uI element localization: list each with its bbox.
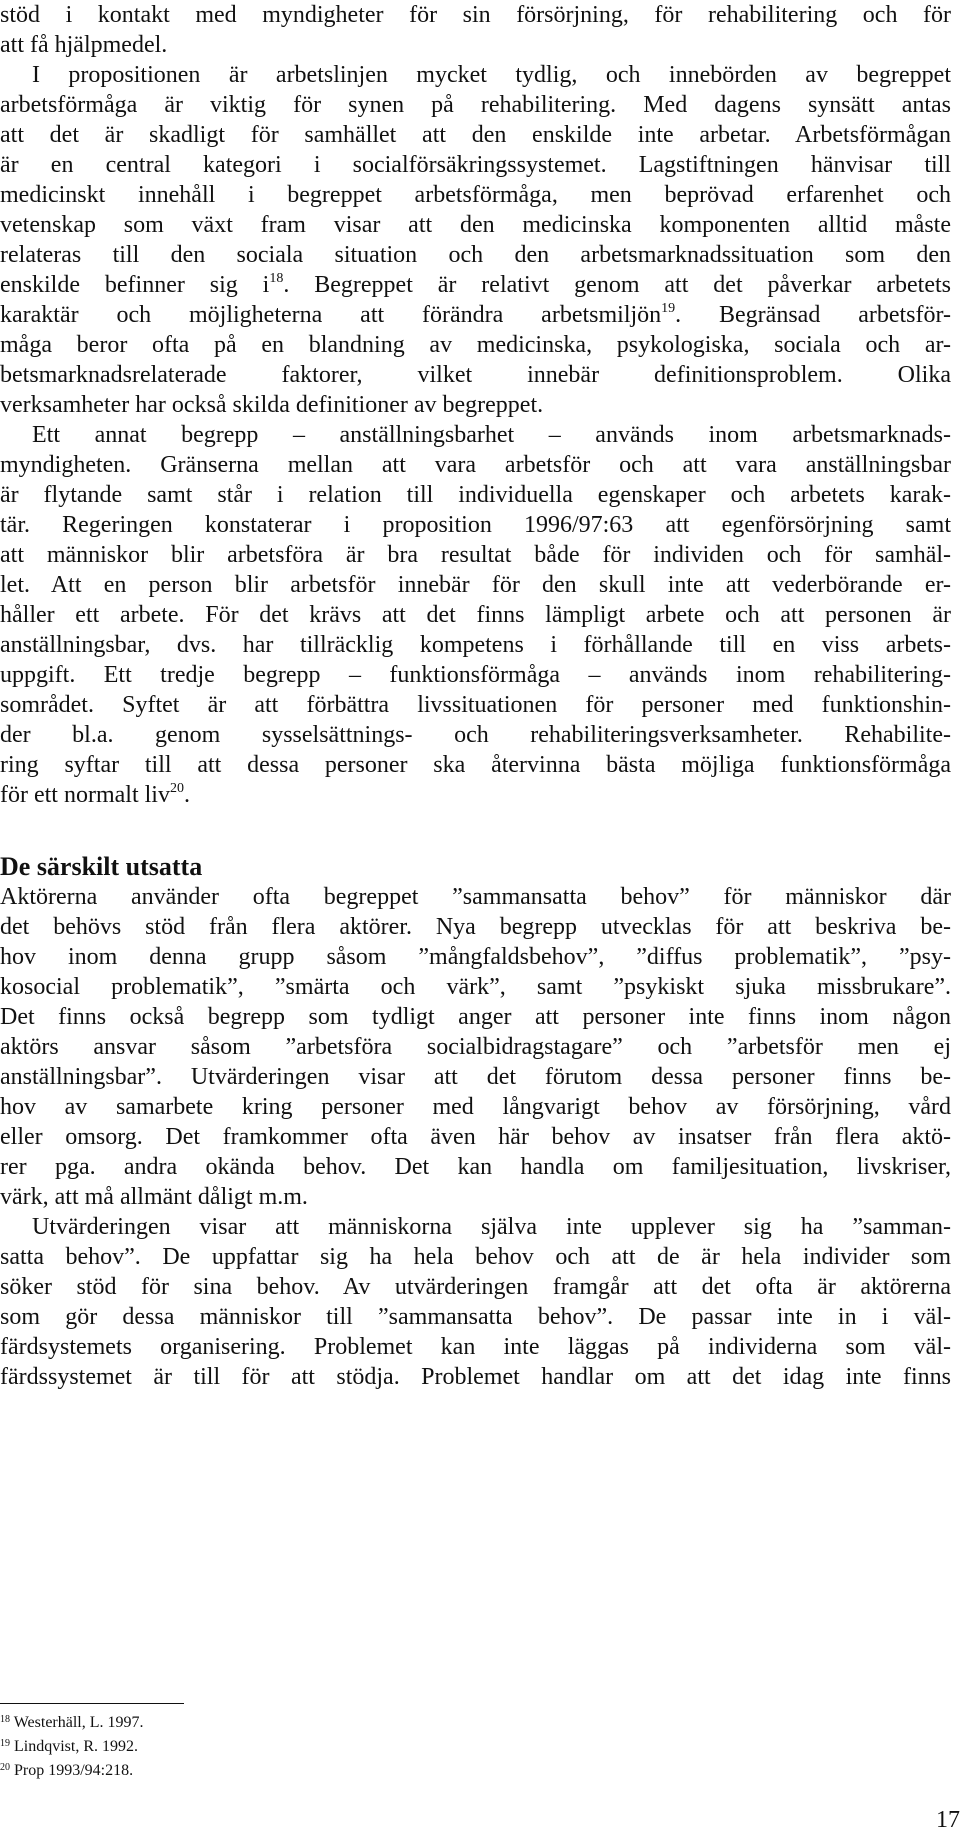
text-line: Utvärderingen visar att människorna själva inte upplever sig ha ”samman- bbox=[32, 1214, 951, 1240]
text-line: håller ett arbete. För det krävs att det finns lämpligt arbete och att personen är bbox=[0, 602, 951, 628]
footnote-ref: 19 bbox=[661, 301, 676, 316]
footnote-separator bbox=[0, 1703, 184, 1704]
text-line: myndigheten. Gränserna mellan att vara arbetsför och att vara anställningsbar bbox=[0, 452, 951, 478]
footnote-text: Westerhäll, L. 1997. bbox=[13, 1714, 144, 1731]
text-line: färdssystemet är till för att stödja. Problemet handlar om att det idag inte finns bbox=[0, 1364, 951, 1390]
text-line: eller omsorg. Det framkommer ofta även här behov av insatser från flera aktö- bbox=[0, 1124, 951, 1150]
text-line: ring syftar till att dessa personer ska återvinna bästa möjliga funktionsförmåga bbox=[0, 752, 951, 778]
text-line: söker stöd för sina behov. Av utvärderingen framgår att det ofta är aktörerna bbox=[0, 1274, 951, 1300]
text-fragment: karaktär och möjligheterna att förändra arbetsmiljön bbox=[0, 302, 662, 328]
text-fragment: . bbox=[183, 782, 190, 808]
text-line: Ett annat begrepp – anställningsbarhet – används inom arbetsmarknads- bbox=[32, 422, 951, 448]
text-line: hov av samarbete kring personer med långvarigt behov av försörjning, vård bbox=[0, 1094, 951, 1120]
text-line: rer pga. andra okända behov. Det kan handla om familjesituation, livskriser, bbox=[0, 1154, 951, 1180]
footnote-text: Prop 1993/94:218. bbox=[14, 1762, 134, 1779]
text-line: betsmarknadsrelaterade faktorer, vilket innebär definitionsproblem. Olika bbox=[0, 362, 951, 388]
footnote-ref: 18 bbox=[269, 271, 284, 286]
text-line: anställningsbar”. Utvärderingen visar att det förutom dessa personer finns be- bbox=[0, 1064, 951, 1090]
text-fragment: för ett normalt liv bbox=[0, 782, 170, 808]
text-line: aktörs ansvar såsom ”arbetsföra socialbidragstagare” och ”arbetsför men ej bbox=[0, 1034, 951, 1060]
text-line: let. Att en person blir arbetsför innebär för den skull inte att vederbörande er- bbox=[0, 572, 951, 598]
text-line: det behövs stöd från flera aktörer. Nya begrepp utvecklas för att beskriva be- bbox=[0, 914, 951, 940]
text-line: satta behov”. De uppfattar sig ha hela behov och att de är hela individer som bbox=[0, 1244, 951, 1270]
text-line: kosocial problematik”, ”smärta och värk”, samt ”psykiskt sjuka missbrukare”. bbox=[0, 974, 951, 1000]
text-line: I propositionen är arbetslinjen mycket tydlig, och innebörden av begreppet bbox=[32, 62, 951, 88]
footnote-number: 20 bbox=[0, 1762, 10, 1773]
footnote bbox=[0, 1714, 144, 1732]
text-line: arbetsförmåga är viktig för synen på rehabilitering. Med dagens synsätt antas bbox=[0, 92, 951, 118]
text-line: Det finns också begrepp som tydligt anger att personer inte finns inom någon bbox=[0, 1004, 951, 1030]
page-number: 17 bbox=[936, 1807, 960, 1833]
text-line: är flytande samt står i relation till individuella egenskaper och arbetets karak- bbox=[0, 482, 951, 508]
section-heading: De särskilt utsatta bbox=[0, 852, 203, 881]
text-line: hov inom denna grupp såsom ”mångfaldsbehov”, ”diffus problematik”, ”psy- bbox=[0, 944, 951, 970]
text-fragment: . Begreppet är relativt genom att det påverkar arbetets bbox=[283, 272, 951, 298]
text-line: sområdet. Syftet är att förbättra livssituationen för personer med funktionshin- bbox=[0, 692, 951, 718]
footnote-ref: 20 bbox=[169, 781, 184, 796]
text-line: att människor blir arbetsföra är bra resultat både för individen och för samhäl- bbox=[0, 542, 951, 568]
footnote-text: Lindqvist, R. 1992. bbox=[14, 1738, 139, 1755]
text-line: måga beror ofta på en blandning av medicinska, psykologiska, sociala och ar- bbox=[0, 332, 951, 358]
text-line: tär. Regeringen konstaterar i proposition 1996/97:63 att egenförsörjning samt bbox=[0, 512, 951, 538]
text-line: att det är skadligt för samhället att den enskilde inte arbetar. Arbetsförmågan bbox=[0, 122, 951, 148]
text-line: anställningsbar, dvs. har tillräcklig kompetens i förhållande till en viss arbets- bbox=[0, 632, 951, 658]
text-line bbox=[0, 780, 951, 816]
text-line: der bl.a. genom sysselsättnings- och rehabiliteringsverksamheter. Rehabilite- bbox=[0, 722, 951, 748]
text-line: som gör dessa människor till ”sammansatta behov”. De passar inte in i väl- bbox=[0, 1304, 951, 1330]
footnote-number: 18 bbox=[0, 1714, 10, 1725]
text-line: relateras till den sociala situation och den arbetsmarknadssituation som den bbox=[0, 242, 951, 268]
text-line: medicinskt innehåll i begreppet arbetsförmåga, men beprövad erfarenhet och bbox=[0, 182, 951, 208]
text-fragment: enskilde befinner sig i bbox=[0, 272, 270, 298]
text-line: värk, att må allmänt dåligt m.m. bbox=[0, 1184, 308, 1210]
text-line: är en central kategori i socialförsäkringssystemet. Lagstiftningen hänvisar till bbox=[0, 152, 951, 178]
text-line: verksamheter har också skilda definitioner av begreppet. bbox=[0, 392, 544, 418]
text-line: stöd i kontakt med myndigheter för sin försörjning, för rehabilitering och för bbox=[0, 2, 951, 28]
text-line: färdsystemets organisering. Problemet kan inte läggas på individerna som väl- bbox=[0, 1334, 951, 1360]
text-line: uppgift. Ett tredje begrepp – funktionsförmåga – används inom rehabilitering- bbox=[0, 662, 951, 688]
text-fragment: . Begränsad arbetsför- bbox=[675, 302, 951, 328]
footnote bbox=[0, 1762, 133, 1780]
text-line: Aktörerna använder ofta begreppet ”sammansatta behov” för människor där bbox=[0, 884, 951, 910]
text-line: att få hjälpmedel. bbox=[0, 32, 168, 58]
text-line: vetenskap som växt fram visar att den medicinska komponenten alltid måste bbox=[0, 212, 951, 238]
footnote-number: 19 bbox=[0, 1738, 10, 1749]
footnote bbox=[0, 1738, 138, 1756]
